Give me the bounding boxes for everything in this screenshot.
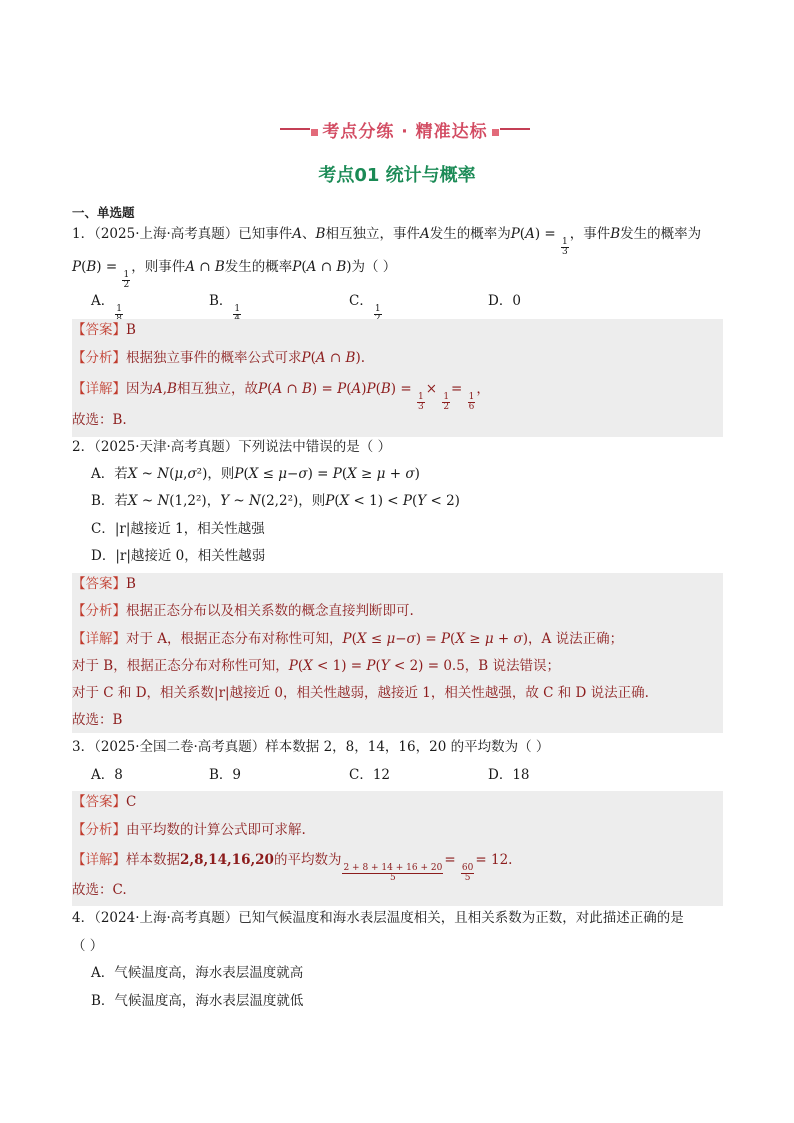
banner-right-rule (500, 128, 530, 130)
q1-detail: 【详解】因为A,B相互独立，故P(A ∩ B) = P(A)P(B) = $\frac{1}{3}$ × $\frac{1}{2}$ = $\frac{1}{6}$ ， (72, 381, 490, 412)
q3-conclusion: 故选：C. (72, 882, 127, 898)
banner-left-rule (280, 128, 310, 130)
q2-option-b[interactable]: B．若X ~ N(1,2²)，Y ~ N(2,2²)，则P(X < 1) < P(Y < 2) (91, 493, 460, 509)
part-heading: 一、单选题 (72, 205, 135, 220)
q3-option-c[interactable]: C．12 (349, 767, 391, 783)
q1-stem: 1．（2025·上海·高考真题）已知事件A、B相互独立，事件A发生的概率为P(A) = $\frac{1}{3}$ ，事件B发生的概率为 (72, 226, 702, 257)
q2-detail-1: 【详解】对于 A，根据正态分布对称性可知，P(X ≤ μ−σ) = P(X ≥ μ + σ)，A 说法正确； (72, 631, 624, 647)
q1-analysis: 【分析】根据独立事件的概率公式可求P(A ∩ B). (72, 350, 366, 366)
q4-stem: 4．（2024·上海·高考真题）已知气候温度和海水表层温度相关，且相关系数为正数，对此描述正确的是 (72, 910, 684, 926)
q3-analysis: 【分析】由平均数的计算公式即可求解. (72, 822, 306, 838)
q2-option-a[interactable]: A．若X ~ N(μ,σ²)，则P(X ≤ μ−σ) = P(X ≥ μ + σ) (91, 466, 420, 482)
q2-stem: 2．（2025·天津·高考真题）下列说法中错误的是（ ） (72, 439, 392, 455)
q1-option-d[interactable]: D．0 (488, 293, 521, 309)
q4-stem-line2: （ ） (72, 938, 104, 954)
q1-option-c[interactable]: C． 1 (349, 293, 381, 314)
q2-answer: 【答案】B (72, 576, 136, 592)
q3-option-b[interactable]: B．9 (209, 767, 242, 783)
q3-option-a[interactable]: A．8 (91, 767, 123, 783)
section-title: 考点01 统计与概率 (318, 165, 476, 186)
q1-answer: 【答案】B (72, 322, 136, 338)
q3-detail: 【详解】样本数据2,8,14,16,20的平均数为 $\frac{2 + 8 + 14 + 16 + 20}{5}$ = $\frac{60}{5}$ = 12. (72, 852, 513, 883)
q3-option-d[interactable]: D．18 (488, 767, 530, 783)
header-banner (255, 116, 555, 142)
q1-option-b[interactable]: B． 1 (209, 293, 241, 314)
q4-option-b[interactable]: B．气候温度高，海水表层温度就低 (91, 993, 304, 1009)
q1-option-a[interactable]: A． 1 (91, 293, 122, 314)
q2-detail-3: 对于 C 和 D，相关系数|r|越接近 0，相关性越弱，越接近 1，相关性越强，故 C 和 D 说法正确. (72, 685, 649, 701)
q2-option-d[interactable]: D．|r|越接近 0，相关性越弱 (91, 548, 266, 564)
banner-left-square-icon (311, 129, 318, 136)
q4-option-a[interactable]: A．气候温度高，海水表层温度就高 (91, 965, 304, 981)
q2-conclusion: 故选：B (72, 712, 123, 728)
q2-option-c[interactable]: C．|r|越接近 1，相关性越强 (91, 521, 265, 537)
q3-answer: 【答案】C (72, 794, 137, 810)
q2-analysis: 【分析】根据正态分布以及相关系数的概念直接判断即可. (72, 603, 414, 619)
q1-stem-line2: P(B) = $\frac{1}{2}$ ，则事件A ∩ B发生的概率P(A ∩ B)为（ ） (72, 259, 397, 290)
q2-solution-box (72, 573, 723, 733)
q2-detail-2: 对于 B，根据正态分布对称性可知，P(X < 1) = P(Y < 2) = 0.5，B 说法错误； (72, 658, 561, 674)
q3-stem: 3．（2025·全国二卷·高考真题）样本数据 2，8，14，16，20 的平均数为（ ） (72, 739, 550, 755)
q1-solution-box (72, 319, 723, 437)
q3-solution-box (72, 791, 723, 906)
q1-conclusion: 故选：B. (72, 412, 127, 428)
banner-right-square-icon (492, 129, 499, 136)
banner-title: 考点分练 · 精准达标 (322, 121, 488, 142)
